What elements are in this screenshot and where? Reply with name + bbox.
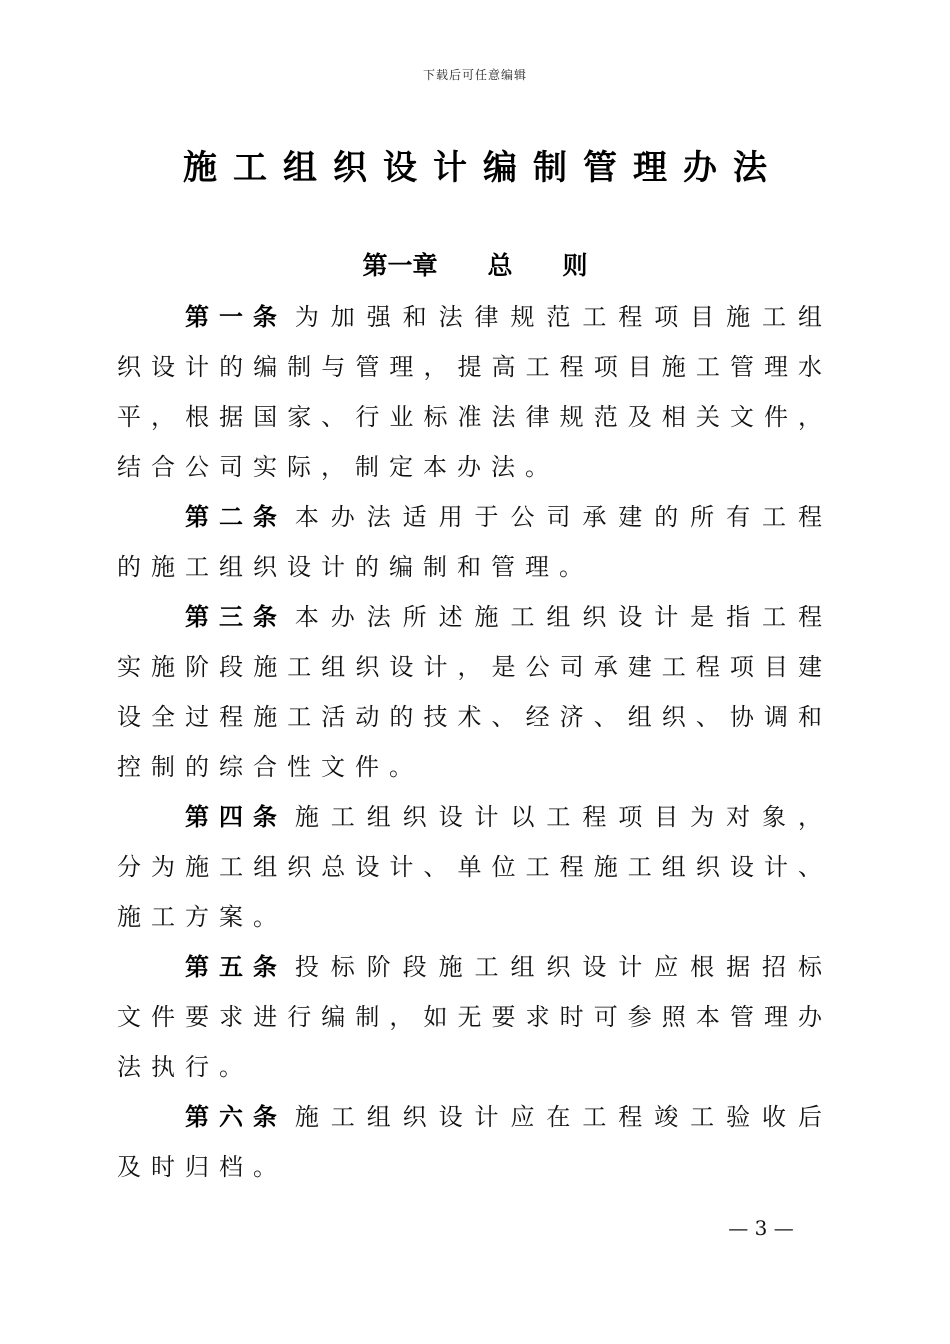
- article-label: 第六条: [185, 1102, 287, 1131]
- article-label: 第二条: [185, 502, 287, 531]
- article-text: 施工组织设计应在工程竣工验收后及时归档。: [117, 1103, 833, 1181]
- article-text: 本办法适用于公司承建的所有工程的施工组织设计的编制和管理。: [117, 503, 833, 581]
- article-label: 第五条: [185, 952, 287, 981]
- article-text: 本办法所述施工组织设计是指工程实施阶段施工组织设计，是公司承建工程项目建设全过程施工活动的技术、经济、组织、协调和控制的综合性文件。: [117, 603, 833, 781]
- article-2: [117, 492, 832, 592]
- document-title: 施工组织设计编制管理办法: [183, 148, 783, 188]
- article-text: 施工组织设计以工程项目为对象，分为施工组织总设计、单位工程施工组织设计、施工方案。: [117, 803, 833, 931]
- chapter-heading: 第一章 总 则: [362, 251, 588, 280]
- header-note: 下载后可任意编辑: [422, 68, 527, 82]
- article-label: 第三条: [185, 602, 287, 631]
- page-number: — 3 —: [728, 1216, 794, 1240]
- article-5: [117, 942, 832, 1092]
- article-1: [117, 292, 832, 492]
- article-label: 第四条: [185, 802, 287, 831]
- article-label: 第一条: [185, 302, 287, 331]
- article-4: [117, 792, 832, 942]
- article-3: [117, 592, 832, 792]
- article-text: 投标阶段施工组织设计应根据招标文件要求进行编制，如无要求时可参照本管理办法执行。: [117, 953, 833, 1081]
- article-list: [117, 292, 832, 1192]
- article-6: [117, 1092, 832, 1192]
- article-text: 为加强和法律规范工程项目施工组织设计的编制与管理，提高工程项目施工管理水平，根据国家、行业标准法律规范及相关文件，结合公司实际，制定本办法。: [117, 303, 833, 481]
